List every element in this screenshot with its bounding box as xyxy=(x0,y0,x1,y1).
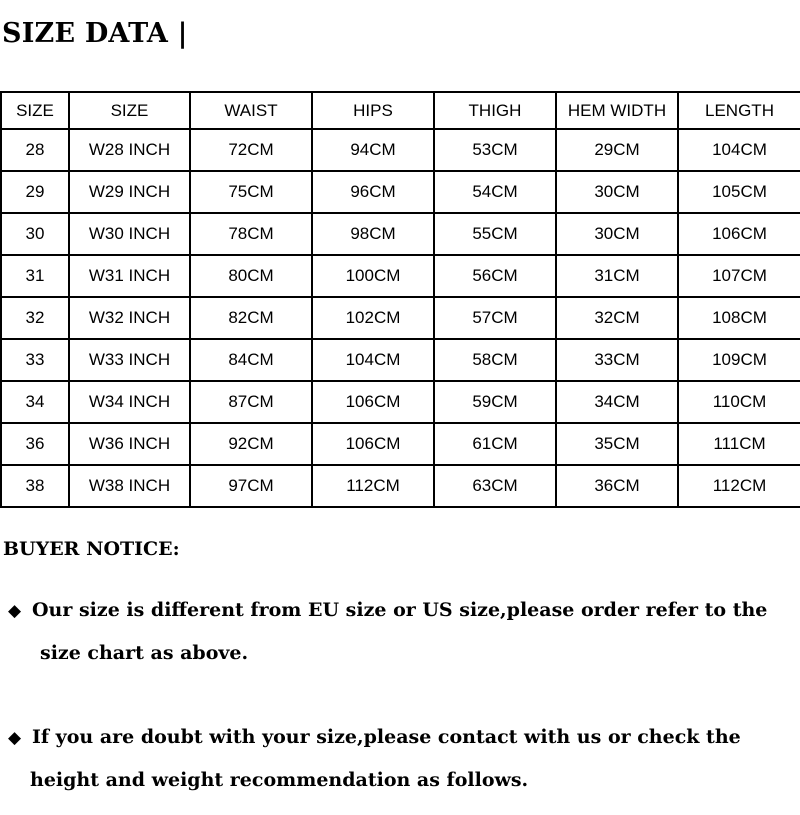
table-cell: 92CM xyxy=(190,423,312,465)
table-cell: 108CM xyxy=(678,297,800,339)
table-cell: 96CM xyxy=(312,171,434,213)
table-cell: 80CM xyxy=(190,255,312,297)
table-cell: 35CM xyxy=(556,423,678,465)
table-cell: 84CM xyxy=(190,339,312,381)
notice-item-contact-us xyxy=(8,716,798,801)
table-cell: W29 INCH xyxy=(69,171,190,213)
table-row xyxy=(1,171,800,213)
table-cell: 87CM xyxy=(190,381,312,423)
table-cell: 57CM xyxy=(434,297,556,339)
table-cell: 28 xyxy=(1,129,69,171)
notice-item-size-difference xyxy=(8,589,798,674)
table-cell: 59CM xyxy=(434,381,556,423)
table-header-row xyxy=(1,92,800,129)
table-cell: 111CM xyxy=(678,423,800,465)
table-cell: 106CM xyxy=(312,381,434,423)
table-cell: 106CM xyxy=(678,213,800,255)
table-cell: 63CM xyxy=(434,465,556,507)
table-cell: 104CM xyxy=(312,339,434,381)
table-row xyxy=(1,339,800,381)
table-cell: 75CM xyxy=(190,171,312,213)
table-cell: 55CM xyxy=(434,213,556,255)
table-cell: 29 xyxy=(1,171,69,213)
size-table xyxy=(0,91,800,508)
table-cell: 32CM xyxy=(556,297,678,339)
notice-text: Our size is different from EU size or US size,please order refer to the xyxy=(32,599,768,621)
buyer-notice-heading: BUYER NOTICE: xyxy=(3,538,180,560)
table-cell: W30 INCH xyxy=(69,213,190,255)
diamond-bullet-icon: ◆ xyxy=(8,728,22,748)
column-header: HIPS xyxy=(312,92,434,129)
diamond-bullet-icon: ◆ xyxy=(8,601,22,621)
table-cell: 56CM xyxy=(434,255,556,297)
table-row xyxy=(1,297,800,339)
table-cell: 30CM xyxy=(556,213,678,255)
table-cell: 29CM xyxy=(556,129,678,171)
table-cell: 36CM xyxy=(556,465,678,507)
table-cell: W32 INCH xyxy=(69,297,190,339)
table-row xyxy=(1,255,800,297)
table-cell: 78CM xyxy=(190,213,312,255)
page-title: SIZE DATA | xyxy=(2,18,188,49)
table-row xyxy=(1,381,800,423)
table-cell: 105CM xyxy=(678,171,800,213)
table-cell: 33CM xyxy=(556,339,678,381)
table-cell: 102CM xyxy=(312,297,434,339)
table-cell: W38 INCH xyxy=(69,465,190,507)
table-cell: 30CM xyxy=(556,171,678,213)
table-cell: 107CM xyxy=(678,255,800,297)
table-cell: 94CM xyxy=(312,129,434,171)
table-cell: 97CM xyxy=(190,465,312,507)
table-cell: 112CM xyxy=(312,465,434,507)
table-cell: 82CM xyxy=(190,297,312,339)
table-cell: 109CM xyxy=(678,339,800,381)
table-cell: 104CM xyxy=(678,129,800,171)
table-cell: 106CM xyxy=(312,423,434,465)
table-cell: 34CM xyxy=(556,381,678,423)
table-cell: 72CM xyxy=(190,129,312,171)
table-cell: 100CM xyxy=(312,255,434,297)
table-cell: 61CM xyxy=(434,423,556,465)
table-row xyxy=(1,129,800,171)
notice-text: size chart as above. xyxy=(40,642,249,664)
table-cell: 110CM xyxy=(678,381,800,423)
column-header: SIZE xyxy=(69,92,190,129)
table-row xyxy=(1,423,800,465)
table-cell: 58CM xyxy=(434,339,556,381)
table-cell: 98CM xyxy=(312,213,434,255)
table-cell: 32 xyxy=(1,297,69,339)
table-cell: 54CM xyxy=(434,171,556,213)
column-header: SIZE xyxy=(1,92,69,129)
table-body xyxy=(1,129,800,507)
table-cell: W33 INCH xyxy=(69,339,190,381)
table-cell: 34 xyxy=(1,381,69,423)
table-cell: 36 xyxy=(1,423,69,465)
table-cell: W34 INCH xyxy=(69,381,190,423)
table-cell: 31CM xyxy=(556,255,678,297)
column-header: WAIST xyxy=(190,92,312,129)
column-header: THIGH xyxy=(434,92,556,129)
column-header: LENGTH xyxy=(678,92,800,129)
table-row xyxy=(1,465,800,507)
table-cell: W28 INCH xyxy=(69,129,190,171)
table-cell: W36 INCH xyxy=(69,423,190,465)
notice-text: height and weight recommendation as follows. xyxy=(30,769,529,791)
table-cell: 31 xyxy=(1,255,69,297)
table-cell: 38 xyxy=(1,465,69,507)
table-cell: 33 xyxy=(1,339,69,381)
notice-text: If you are doubt with your size,please contact with us or check the xyxy=(32,726,741,748)
table-cell: W31 INCH xyxy=(69,255,190,297)
table-cell: 30 xyxy=(1,213,69,255)
table-row xyxy=(1,213,800,255)
column-header: HEM WIDTH xyxy=(556,92,678,129)
table-cell: 112CM xyxy=(678,465,800,507)
table-cell: 53CM xyxy=(434,129,556,171)
